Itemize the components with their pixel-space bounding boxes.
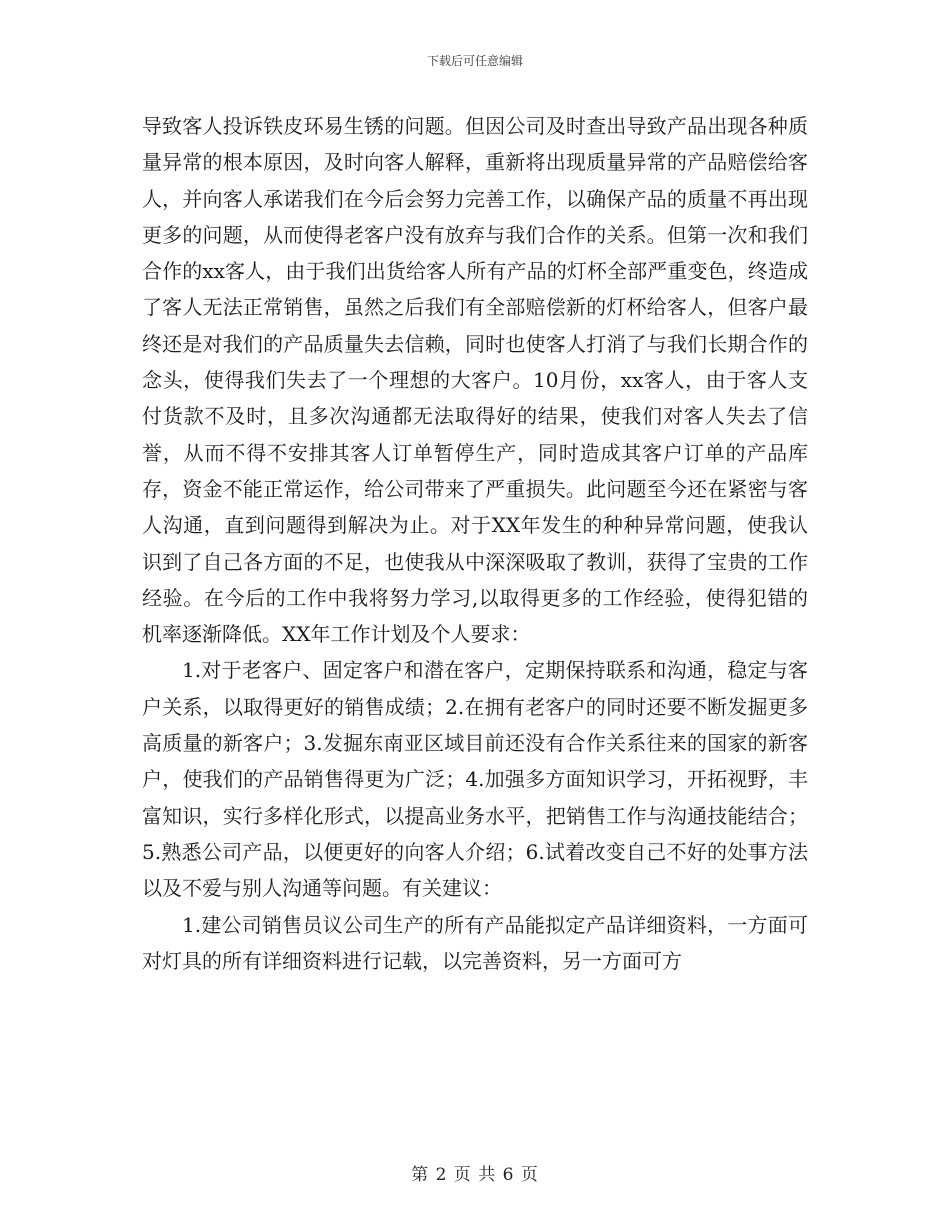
body-paragraph-3: 1.建公司销售员议公司生产的所有产品能拟定产品详细资料，一方面可对灯具的所有详细资料进行记载，以完善资料，另一方面可方 — [142, 912, 808, 973]
body-paragraph-2: 1.对于老客户、固定客户和潜在客户，定期保持联系和沟通，稳定与客户关系，以取得更好的销售成绩；2.在拥有老客户的同时还要不断发掘更多高质量的新客户；3.发掘东南亚区域目前还没有合作关系往来的国家的新客户，使我们的产品销售得更为广泛；4.加强多方面知识学习，开拓视野，丰富知识，实行多样化形式，以提高业务水平，把销售工作与沟通技能结合；5.熟悉公司产品，以便更好的向客人介绍；6.试着改变自己不好的处事方法以及不爱与别人沟通等问题。有关建议： — [142, 658, 808, 901]
body-paragraph-1: 导致客人投诉铁皮环易生锈的问题。但因公司及时查出导致产品出现各种质量异常的根本原因，及时向客人解释，重新将出现质量异常的产品赔偿给客人，并向客人承诺我们在今后会努力完善工作，以确保产品的质量不再出现更多的问题，从而使得老客户没有放弃与我们合作的关系。但第一次和我们合作的xx客人，由于我们出货给客人所有产品的灯杯全部严重变色，终造成了客人无法正常销售，虽然之后我们有全部赔偿新的灯杯给客人，但客户最终还是对我们的产品质量失去信赖，同时也使客人打消了与我们长期合作的念头，使得我们失去了一个理想的大客户。10月份，xx客人，由于客人支付货款不及时，且多次沟通都无法取得好的结果，使我们对客人失去了信誉，从而不得不安排其客人订单暂停生产，同时造成其客户订单的产品库存，资金不能正常运作，给公司带来了严重损失。此问题至今还在紧密与客人沟通，直到问题得到解决为止。对于XX年发生的种种异常问题，使我认识到了自己各方面的不足，也使我从中深深吸取了教训，获得了宝贵的工作经验。在今后的工作中我将努力学习,以取得更多的工作经验，使得犯错的机率逐渐降低。XX年工作计划及个人要求： — [142, 114, 808, 647]
page-header-note: 下载后可任意编辑 — [426, 54, 523, 68]
page-number-footer: 第 2 页 共 6 页 — [411, 1165, 539, 1185]
document-body — [142, 108, 808, 979]
